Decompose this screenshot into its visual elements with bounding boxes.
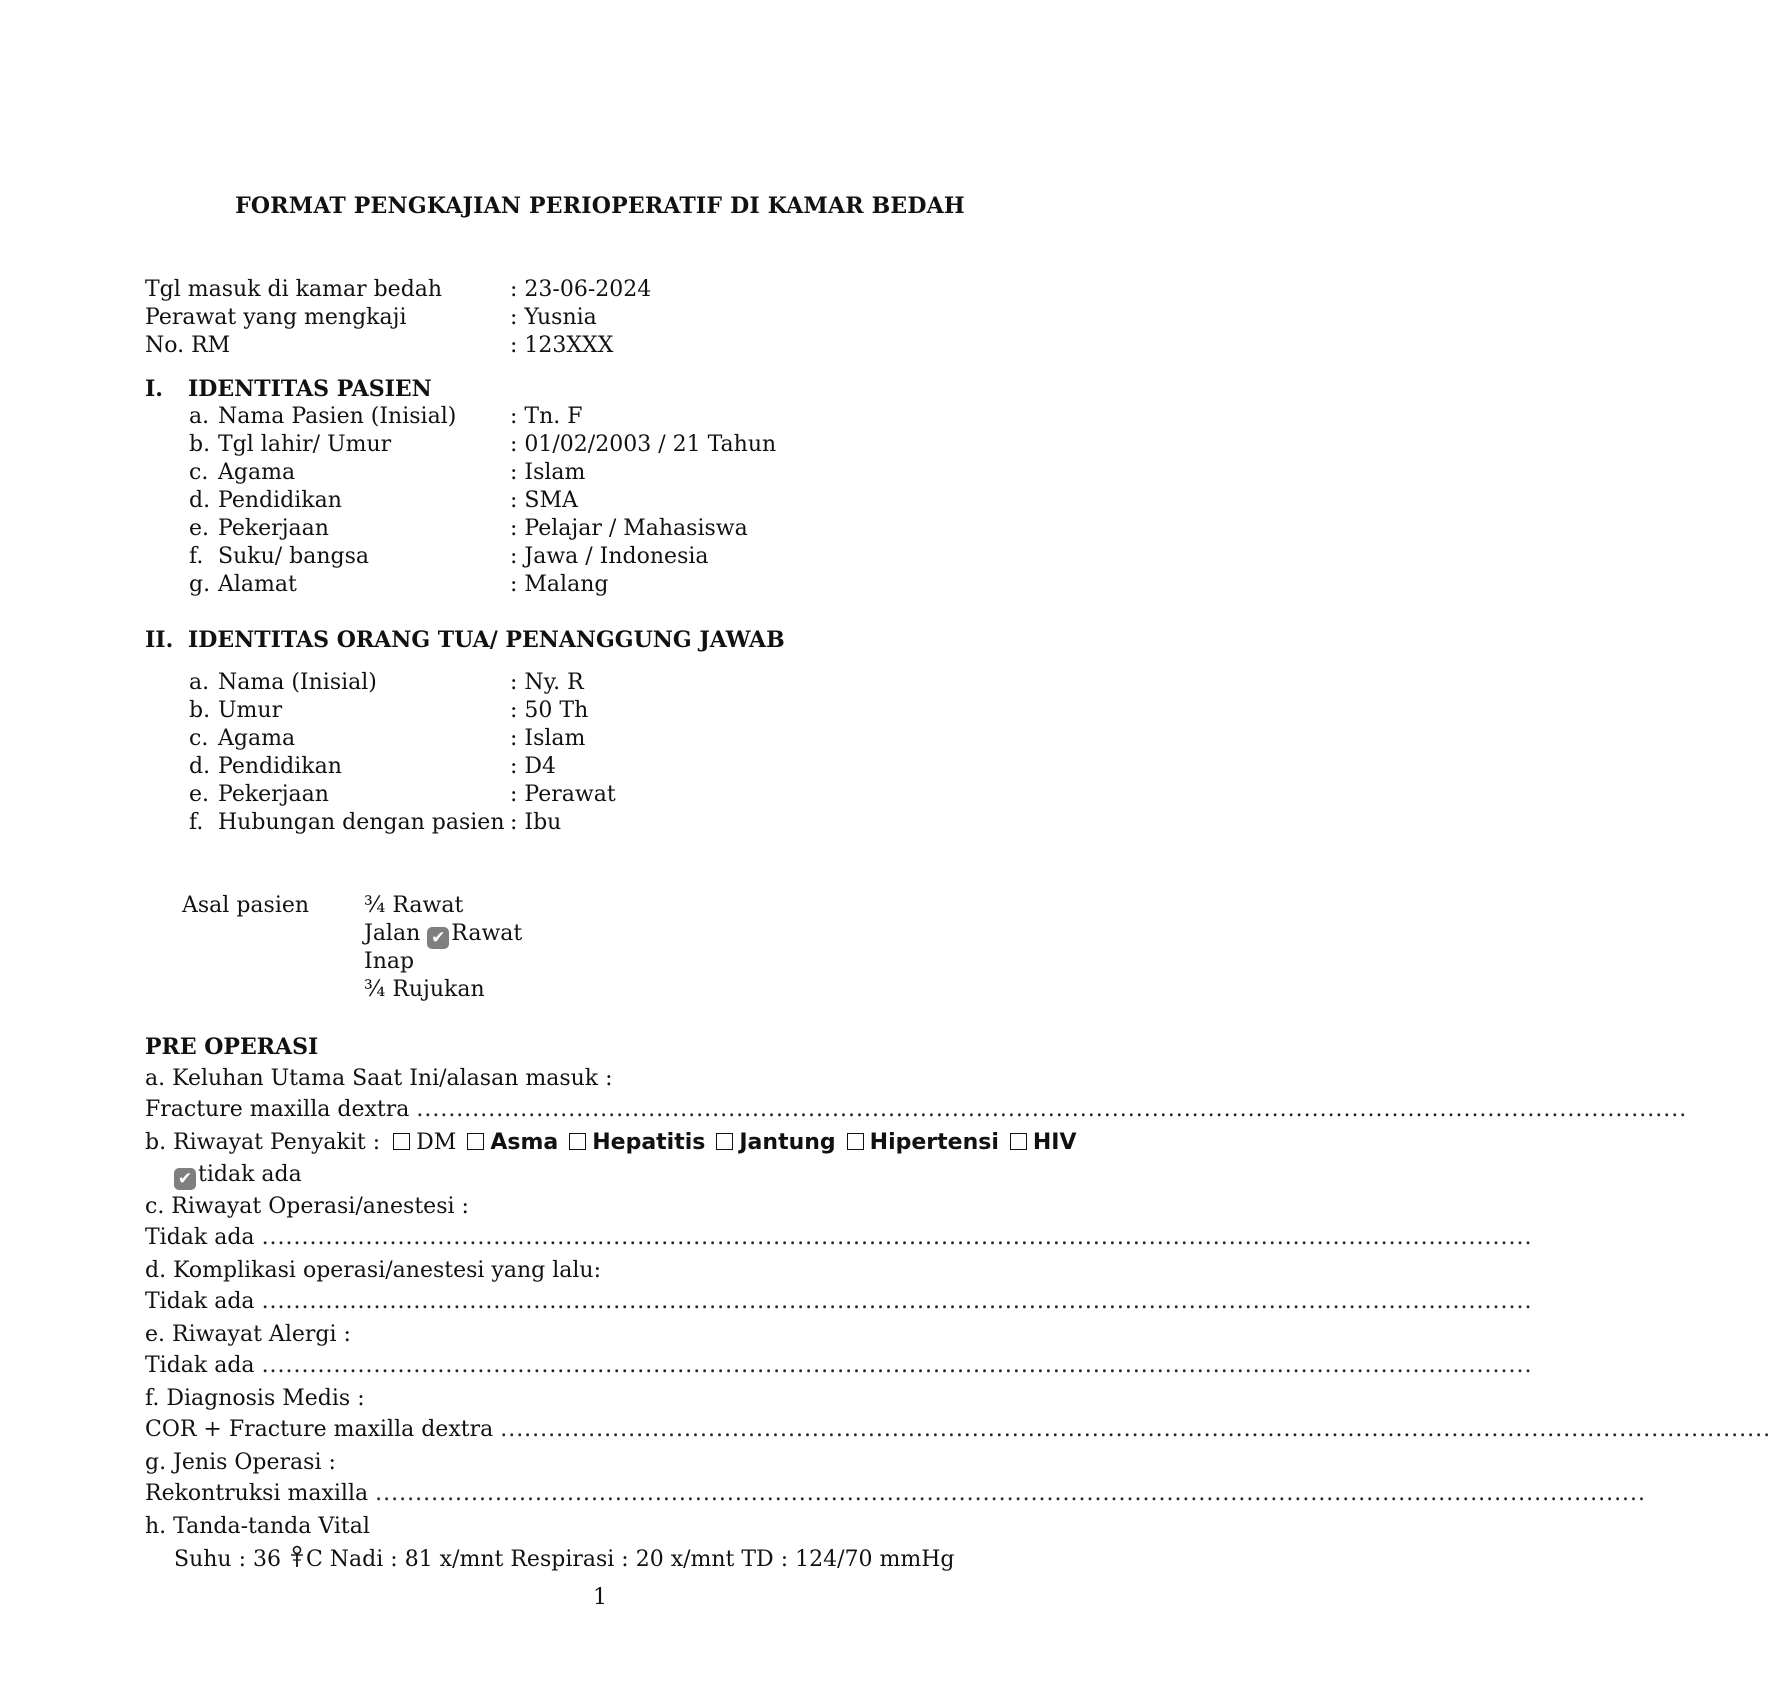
vital-signs-line — [174, 1545, 954, 1577]
item-letter: a. — [189, 404, 210, 429]
item-value: : 01/02/2003 / 21 Tahun — [510, 432, 777, 457]
list-item — [189, 432, 777, 457]
item-letter: e. — [189, 516, 210, 541]
item-value: : Malang — [510, 572, 609, 597]
checkbox-icon[interactable] — [1010, 1133, 1027, 1150]
item-label: Agama — [218, 460, 296, 485]
item-value: : Ibu — [510, 810, 562, 835]
item-value: : Jawa / Indonesia — [510, 544, 709, 569]
answer-text: COR + Fracture maxilla dextra — [145, 1417, 494, 1442]
checkbox-checked-icon[interactable]: ✔ — [174, 1168, 196, 1190]
list-item — [189, 726, 586, 751]
answer-text: Rekontruksi maxilla — [145, 1481, 369, 1506]
pre-operasi-heading: PRE OPERASI — [145, 1034, 319, 1060]
section-title: IDENTITAS PASIEN — [188, 376, 432, 402]
list-item — [189, 572, 609, 597]
field-no-rm — [145, 332, 230, 360]
asal-option-rawat: ¾ Rawat — [364, 893, 464, 918]
question-komplikasi: d. Komplikasi operasi/anestesi yang lalu: — [145, 1258, 601, 1283]
dotted-leader: ............................................................................................................................................................... — [416, 1097, 1688, 1122]
list-item — [189, 516, 748, 541]
item-value: : 50 Th — [510, 698, 589, 723]
answer-komplikasi — [145, 1289, 1533, 1314]
list-item — [189, 488, 578, 513]
vital-text: Suhu : 36 — [174, 1547, 281, 1572]
item-label: Nama (Inisial) — [218, 670, 377, 695]
item-letter: f. — [189, 544, 204, 569]
item-label: Pendidikan — [218, 488, 342, 513]
field-value: : 123XXX — [510, 333, 614, 358]
option-label: Asma — [490, 1130, 559, 1155]
item-letter: g. — [189, 572, 211, 597]
list-item — [189, 810, 562, 835]
item-letter: d. — [189, 754, 211, 779]
answer-text: Tidak ada — [145, 1225, 255, 1250]
item-value: : Ny. R — [510, 670, 584, 695]
item-letter: c. — [189, 726, 209, 751]
section-number: I. — [145, 376, 163, 402]
dotted-leader: ............................................................................................................................................................... — [500, 1417, 1771, 1442]
list-item — [189, 544, 709, 569]
option-label: Hepatitis — [592, 1130, 706, 1155]
option-tidak-ada — [174, 1161, 302, 1190]
item-label: Suku/ bangsa — [218, 544, 370, 569]
asal-option-text: Jalan — [364, 921, 421, 946]
answer-text: Fracture maxilla dextra — [145, 1097, 410, 1122]
question-jenis-operasi: g. Jenis Operasi : — [145, 1450, 336, 1475]
item-label: Hubungan dengan pasien — [218, 810, 505, 835]
item-label: Umur — [218, 698, 283, 723]
asal-option-jalan-rawat — [364, 921, 522, 949]
checkbox-icon[interactable] — [847, 1133, 864, 1150]
answer-text: Tidak ada — [145, 1353, 255, 1378]
list-item — [189, 782, 616, 807]
degree-symbol-icon — [288, 1545, 306, 1577]
dotted-leader: ............................................................................................................................................................... — [261, 1225, 1533, 1250]
field-label: No. RM — [145, 333, 231, 358]
asal-option-inap: Inap — [364, 949, 415, 974]
checkbox-icon[interactable] — [467, 1133, 484, 1150]
list-item — [189, 404, 583, 429]
dotted-leader: ............................................................................................................................................................... — [375, 1481, 1647, 1506]
section-heading-identitas-orang-tua — [145, 627, 785, 653]
item-label: Pekerjaan — [218, 782, 329, 807]
answer-keluhan — [145, 1097, 1688, 1122]
list-item — [189, 754, 557, 779]
option-label: Jantung — [739, 1130, 836, 1155]
list-item — [189, 698, 589, 723]
checkbox-icon[interactable] — [569, 1133, 586, 1150]
answer-riwayat-alergi — [145, 1353, 1533, 1378]
item-letter: e. — [189, 782, 210, 807]
vital-text: C Nadi : 81 x/mnt Respirasi : 20 x/mnt TD : 124/70 mmHg — [305, 1547, 955, 1572]
option-label: DM — [416, 1130, 457, 1155]
item-label: Agama — [218, 726, 296, 751]
field-label: Perawat yang mengkaji — [145, 305, 407, 330]
item-value: : SMA — [510, 488, 578, 513]
checkbox-checked-icon[interactable]: ✔ — [427, 927, 449, 949]
asal-option-text: Rawat — [451, 921, 523, 946]
section-number: II. — [145, 627, 174, 653]
question-riwayat-alergi: e. Riwayat Alergi : — [145, 1322, 351, 1347]
field-value: : 23-06-2024 — [510, 277, 652, 302]
section-heading-identitas-pasien — [145, 376, 432, 402]
item-value: : Perawat — [510, 782, 616, 807]
checkbox-icon[interactable] — [393, 1133, 410, 1150]
item-label: Tgl lahir/ Umur — [218, 432, 392, 457]
item-letter: f. — [189, 810, 204, 835]
field-value: : Yusnia — [510, 305, 597, 330]
dotted-leader: ............................................................................................................................................................... — [261, 1289, 1533, 1314]
item-label: Pendidikan — [218, 754, 342, 779]
checkbox-icon[interactable] — [716, 1133, 733, 1150]
question-keluhan: a. Keluhan Utama Saat Ini/alasan masuk : — [145, 1066, 613, 1091]
section-title: IDENTITAS ORANG TUA/ PENANGGUNG JAWAB — [188, 627, 785, 653]
field-label: Tgl masuk di kamar bedah — [145, 277, 443, 302]
option-label: Hipertensi — [869, 1130, 999, 1155]
item-value: : Tn. F — [510, 404, 583, 429]
item-label: Alamat — [218, 572, 297, 597]
answer-riwayat-operasi — [145, 1225, 1533, 1250]
asal-option-rujukan: ¾ Rujukan — [364, 977, 485, 1002]
question-riwayat-operasi: c. Riwayat Operasi/anestesi : — [145, 1194, 469, 1219]
item-value: : Islam — [510, 460, 586, 485]
option-label: tidak ada — [198, 1162, 302, 1187]
field-tgl-masuk — [145, 276, 442, 304]
answer-text: Tidak ada — [145, 1289, 255, 1314]
item-value: : D4 — [510, 754, 557, 779]
document-title: FORMAT PENGKAJIAN PERIOPERATIF DI KAMAR BEDAH — [235, 193, 965, 219]
item-letter: d. — [189, 488, 211, 513]
item-label: Pekerjaan — [218, 516, 329, 541]
item-letter: a. — [189, 670, 210, 695]
asal-pasien-label: Asal pasien — [182, 893, 310, 918]
page-number: 1 — [593, 1585, 607, 1610]
item-letter: c. — [189, 460, 209, 485]
item-value: : Islam — [510, 726, 586, 751]
list-item — [189, 460, 586, 485]
item-label: Nama Pasien (Inisial) — [218, 404, 457, 429]
option-label: HIV — [1032, 1130, 1077, 1155]
item-letter: b. — [189, 432, 211, 457]
question-label: b. Riwayat Penyakit : — [145, 1130, 381, 1155]
answer-diagnosis-medis — [145, 1417, 1771, 1442]
dotted-leader: ............................................................................................................................................................... — [261, 1353, 1533, 1378]
question-tanda-vital: h. Tanda-tanda Vital — [145, 1514, 370, 1539]
item-letter: b. — [189, 698, 211, 723]
question-riwayat-penyakit — [145, 1129, 1077, 1157]
list-item — [189, 670, 584, 695]
item-value: : Pelajar / Mahasiswa — [510, 516, 748, 541]
answer-jenis-operasi — [145, 1481, 1647, 1506]
field-perawat — [145, 304, 406, 332]
question-diagnosis-medis: f. Diagnosis Medis : — [145, 1386, 365, 1411]
